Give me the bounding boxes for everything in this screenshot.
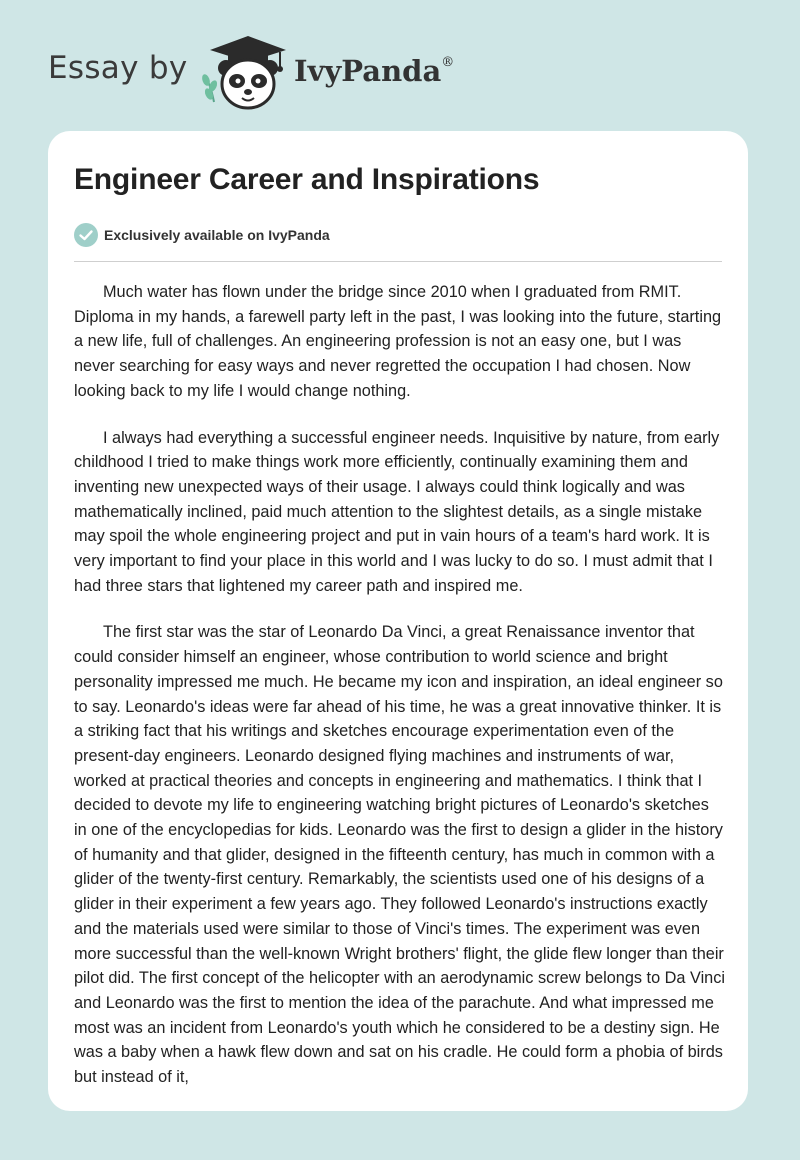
- brand-prefix: Essay by: [48, 50, 188, 86]
- check-circle-icon: [74, 223, 98, 247]
- essay-card: [48, 131, 748, 1111]
- page-title: Engineer Career and Inspirations: [74, 163, 540, 196]
- paragraph: Much water has flown under the bridge since 2010 when I graduated from RMIT. Diploma in my hands, a farewell party left in the past, I was looking into the future, starting a new life, full of challenges. An engineering profession is not an easy one, but I was never searching for easy ways and never regretted the occupation I had chosen. Now looking back to my life I would change nothing.: [74, 283, 722, 400]
- registered-mark: ®: [441, 55, 455, 71]
- essay-body: [74, 280, 726, 1111]
- panda-graduate-icon[interactable]: [200, 36, 292, 110]
- exclusive-label: Exclusively available on IvyPanda: [104, 227, 330, 243]
- divider: [74, 261, 722, 262]
- site-header: [0, 0, 800, 130]
- paragraph: I always had everything a successful engineer needs. Inquisitive by nature, from early childhood I tried to make things work more efficiently, continually examining them and inventing new unexpected ways of their usage. I always could think logically and was mathematically inclined, paid much attention to the slightest details, as a single mistake may spoil the whole engineering project and put in vain hours of a team's hard work. It is very important to find your place in this world and I was lucky to do so. I must admit that I had three stars that lightened my career path and inspired me.: [74, 428, 720, 595]
- brand-name[interactable]: IvyPanda®: [294, 54, 455, 88]
- paragraph: The first star was the star of Leonardo Da Vinci, a great Renaissance inventor that could consider himself an engineer, whose contribution to world science and bright personality impressed me much. He became my icon and inspiration, an ideal engineer so to say. Leonardo's ideas were far ahead of his time, he was a great innovative thinker. It is a striking fact that his writings and sketches encourage experimentation even of the present-day engineers. Leonardo designed flying machines and instruments of war, worked at practical theories and concepts in engineering and mathematics. I think that I decided to devote my life to engineering watching bright pictures of Leonardo's sketches in one of the encyclopedias for kids. Leonardo was the first to design a glider in the history of humanity and that glider, designed in the fifteenth century, has much in common with a glider of the twenty-first century. Remarkably, the scientists used one of his designs of a glider in their experiment a few years ago. They followed Leonardo's instructions exactly and the materials used were similar to those of Vinci's times. The experiment was even more successful than the well-known Wright brothers' flight, the glide flew longer than their pilot did. The first concept of the helicopter with an aerodynamic screw belongs to Da Vinci and Leonardo was the first to mention the idea of the parachute. And what impressed me most was an incident from Leonardo's youth which he considered to be a destiny sign. He was a baby when a hawk flew down and sat on his cradle. He could form a phobia of birds but instead of it,: [74, 623, 725, 1087]
- exclusive-badge: [74, 223, 330, 247]
